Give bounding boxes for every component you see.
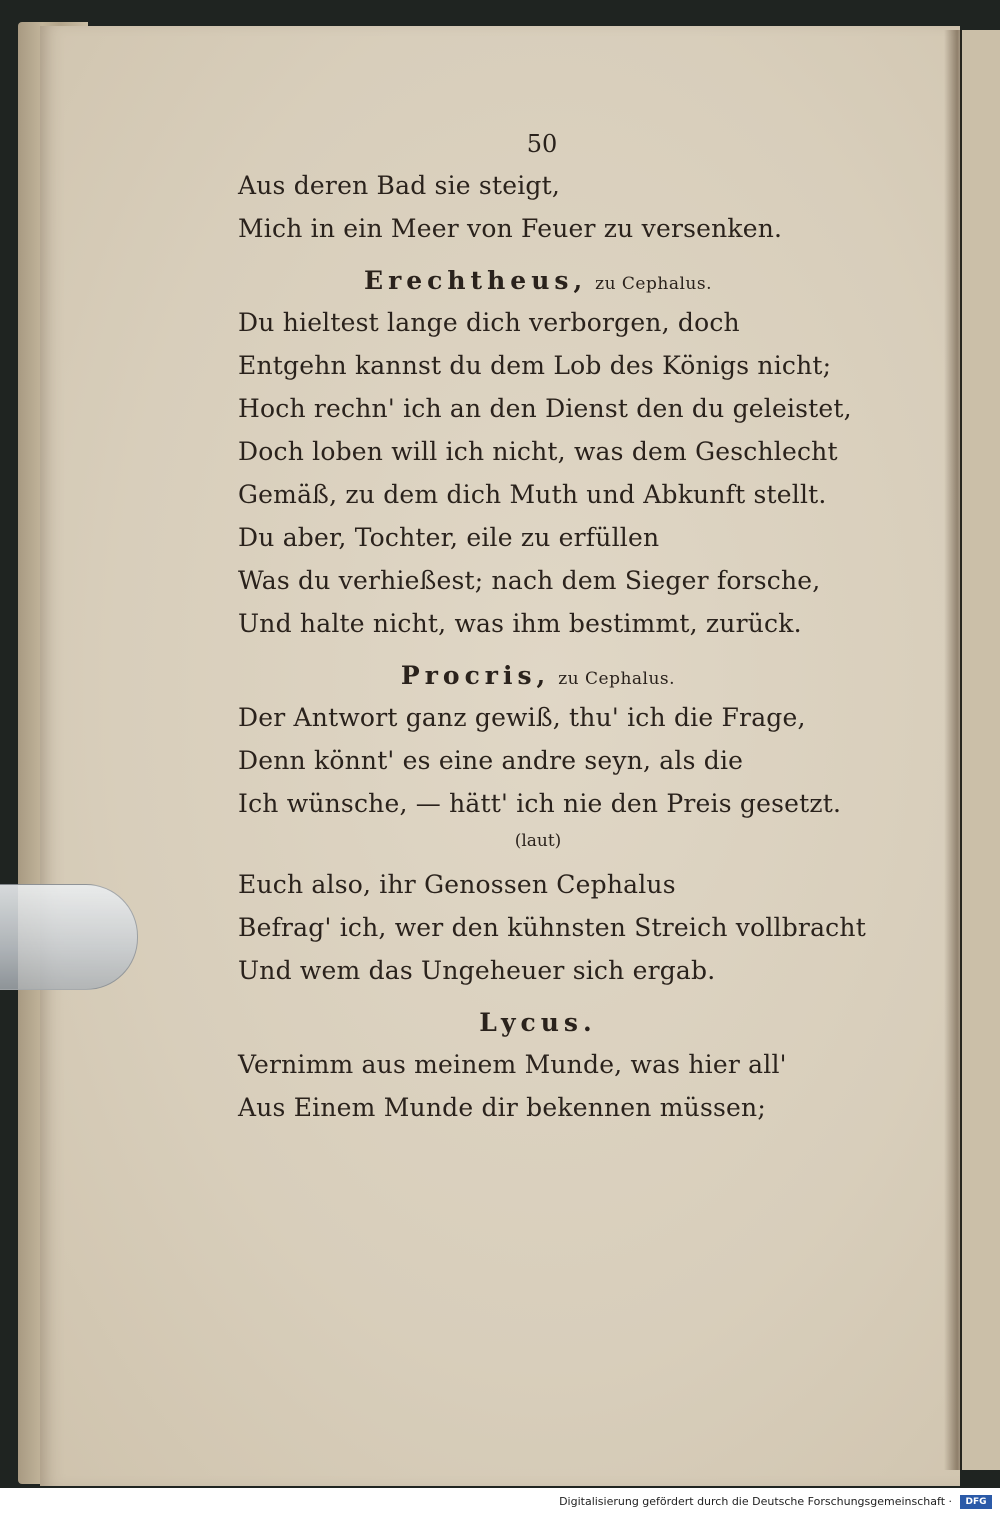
verse-line: Und wem das Ungeheuer sich ergab. <box>238 956 716 985</box>
verse-line: Denn könnt' es eine andre seyn, als die <box>238 746 744 775</box>
verse-line: Euch also, ihr Genossen Cephalus <box>238 870 676 899</box>
page-text <box>238 130 866 1129</box>
speaker-direction: zu Cephalus. <box>558 669 676 689</box>
speaker-name: Lycus. <box>479 1008 597 1037</box>
verse-line: Du aber, Tochter, eile zu erfüllen <box>238 523 660 552</box>
funding-credit: Digitalisierung gefördert durch die Deutsche Forschungsgemeinschaft · <box>559 1495 952 1508</box>
speaker-heading <box>278 661 798 690</box>
verse-line: Doch loben will ich nicht, was dem Geschlecht <box>238 437 838 466</box>
verse-line: Aus Einem Munde dir bekennen müssen; <box>238 1093 766 1122</box>
speaker-heading <box>278 266 798 295</box>
verse-line: Hoch rechn' ich an den Dienst den du geleistet, <box>238 394 852 423</box>
facing-page-edge <box>962 30 1000 1470</box>
speaker-name: Procris, <box>400 661 551 690</box>
verse-line: Befrag' ich, wer den kühnsten Streich vollbracht <box>238 913 866 942</box>
stage-direction: (laut) <box>514 831 562 851</box>
verse-line: Gemäß, zu dem dich Muth und Abkunft stellt. <box>238 480 827 509</box>
verse-line: Ich wünsche, — hätt' ich nie den Preis gesetzt. <box>238 789 842 818</box>
speaker-name: Erechtheus, <box>364 266 588 295</box>
footer-bar <box>0 1488 1000 1514</box>
dfg-logo: DFG <box>960 1495 992 1509</box>
verse-line: Entgehn kannst du dem Lob des Königs nicht; <box>238 351 832 380</box>
verse-line: Aus deren Bad sie steigt, <box>238 171 560 200</box>
speaker-heading <box>278 1008 798 1037</box>
verse-line: Und halte nicht, was ihm bestimmt, zurück. <box>238 609 802 638</box>
verse-line: Was du verhießest; nach dem Sieger forsche, <box>238 566 821 595</box>
verse-line: Mich in ein Meer von Feuer zu versenken. <box>238 214 783 243</box>
verse-line: Du hieltest lange dich verborgen, doch <box>238 308 740 337</box>
verse-line: Vernimm aus meinem Munde, was hier all' <box>238 1050 787 1079</box>
verse-line: Der Antwort ganz gewiß, thu' ich die Frage, <box>238 703 806 732</box>
page-holder-clip <box>0 884 138 990</box>
speaker-direction: zu Cephalus. <box>595 274 712 294</box>
page-number: 50 <box>526 130 558 158</box>
